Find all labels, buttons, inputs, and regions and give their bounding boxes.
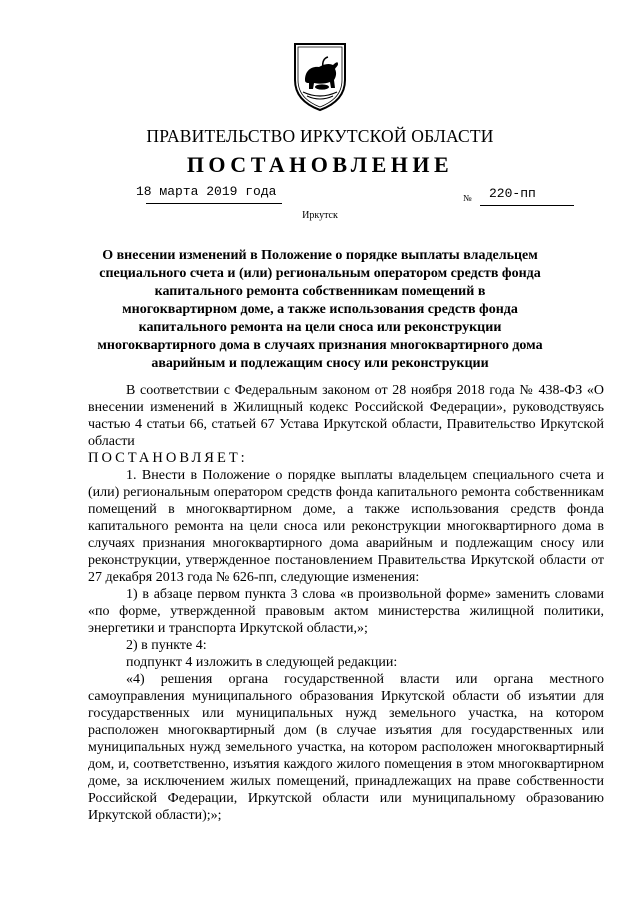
paragraph-5: «4) решения органа государственной власти или органа местного самоуправления муниципального образования Иркутской области об изъятии для государственных или муниципальных нужд земельного участка, на котором расположен многоквартирный дом (в случае изъятия для государственных или муниципальных нужд земельного участка, на котором расположен многоквартирный дом, и, соответственно, изъятия каждого жилого помещения в этом многоквартирном доме, за исключением жилых помещений, принадлежащих на праве собственности Российской Федерации, Иркутской области или муниципальному образованию Иркутской области);»; bbox=[88, 672, 604, 823]
number-label: № bbox=[463, 193, 472, 203]
resolves-heading: ПОСТАНОВЛЯЕТ: bbox=[88, 450, 248, 466]
document-type: ПОСТАНОВЛЕНИЕ bbox=[186, 152, 454, 177]
number-underline bbox=[480, 205, 574, 206]
coat-of-arms-emblem bbox=[291, 40, 349, 112]
document-date: 18 марта 2019 года bbox=[136, 184, 277, 199]
paragraph-3: 2) в пункте 4: bbox=[126, 638, 207, 653]
city-name: Иркутск bbox=[302, 210, 338, 221]
document-title: О внесении изменений в Положение о порядке выплаты владельцем специального счета и (или) региональным оператором средств фонда капитального ремонта собственникам помещений в многоквартирном доме, а также использования средств фонда капитального ремонта на цели сноса или реконструкции многоквартирного дома в случаях признания многоквартирного дома аварийным и подлежащим сносу или реконструкции bbox=[97, 248, 543, 371]
document-number: 220-пп bbox=[489, 186, 536, 201]
paragraph-1: 1. Внести в Положение о порядке выплаты владельцем специального счета и (или) региональным оператором средств фонда капитального ремонта собственникам помещений в многоквартирном доме, а также использования средств фонда капитального ремонта на цели сноса или реконструкции многоквартирного дома в случаях признания многоквартирного дома аварийным и подлежащим сносу или реконструкции, утвержденное постановлением Правительства Иркутской области от 27 декабря 2013 года № 626-пп, следующие изменения: bbox=[88, 468, 604, 585]
document-body bbox=[88, 382, 604, 824]
preamble-paragraph: В соответствии с Федеральным законом от 28 ноября 2018 года № 438-ФЗ «О внесении изменений в Жилищный кодекс Российской Федерации», руководствуясь частью 4 статьи 66, статьей 67 Устава Иркутской области, Правительство Иркутской области bbox=[88, 383, 604, 449]
coat-of-arms-icon bbox=[291, 40, 349, 112]
paragraph-2: 1) в абзаце первом пункта 3 слова «в произвольной форме» заменить словами «по форме, утвержденной правовым актом министерства жилищной политики, энергетики и транспорта Иркутской области,»; bbox=[88, 587, 604, 636]
date-underline bbox=[146, 203, 282, 204]
paragraph-4: подпункт 4 изложить в следующей редакции: bbox=[126, 655, 398, 670]
government-name: ПРАВИТЕЛЬСТВО ИРКУТСКОЙ ОБЛАСТИ bbox=[146, 126, 494, 146]
